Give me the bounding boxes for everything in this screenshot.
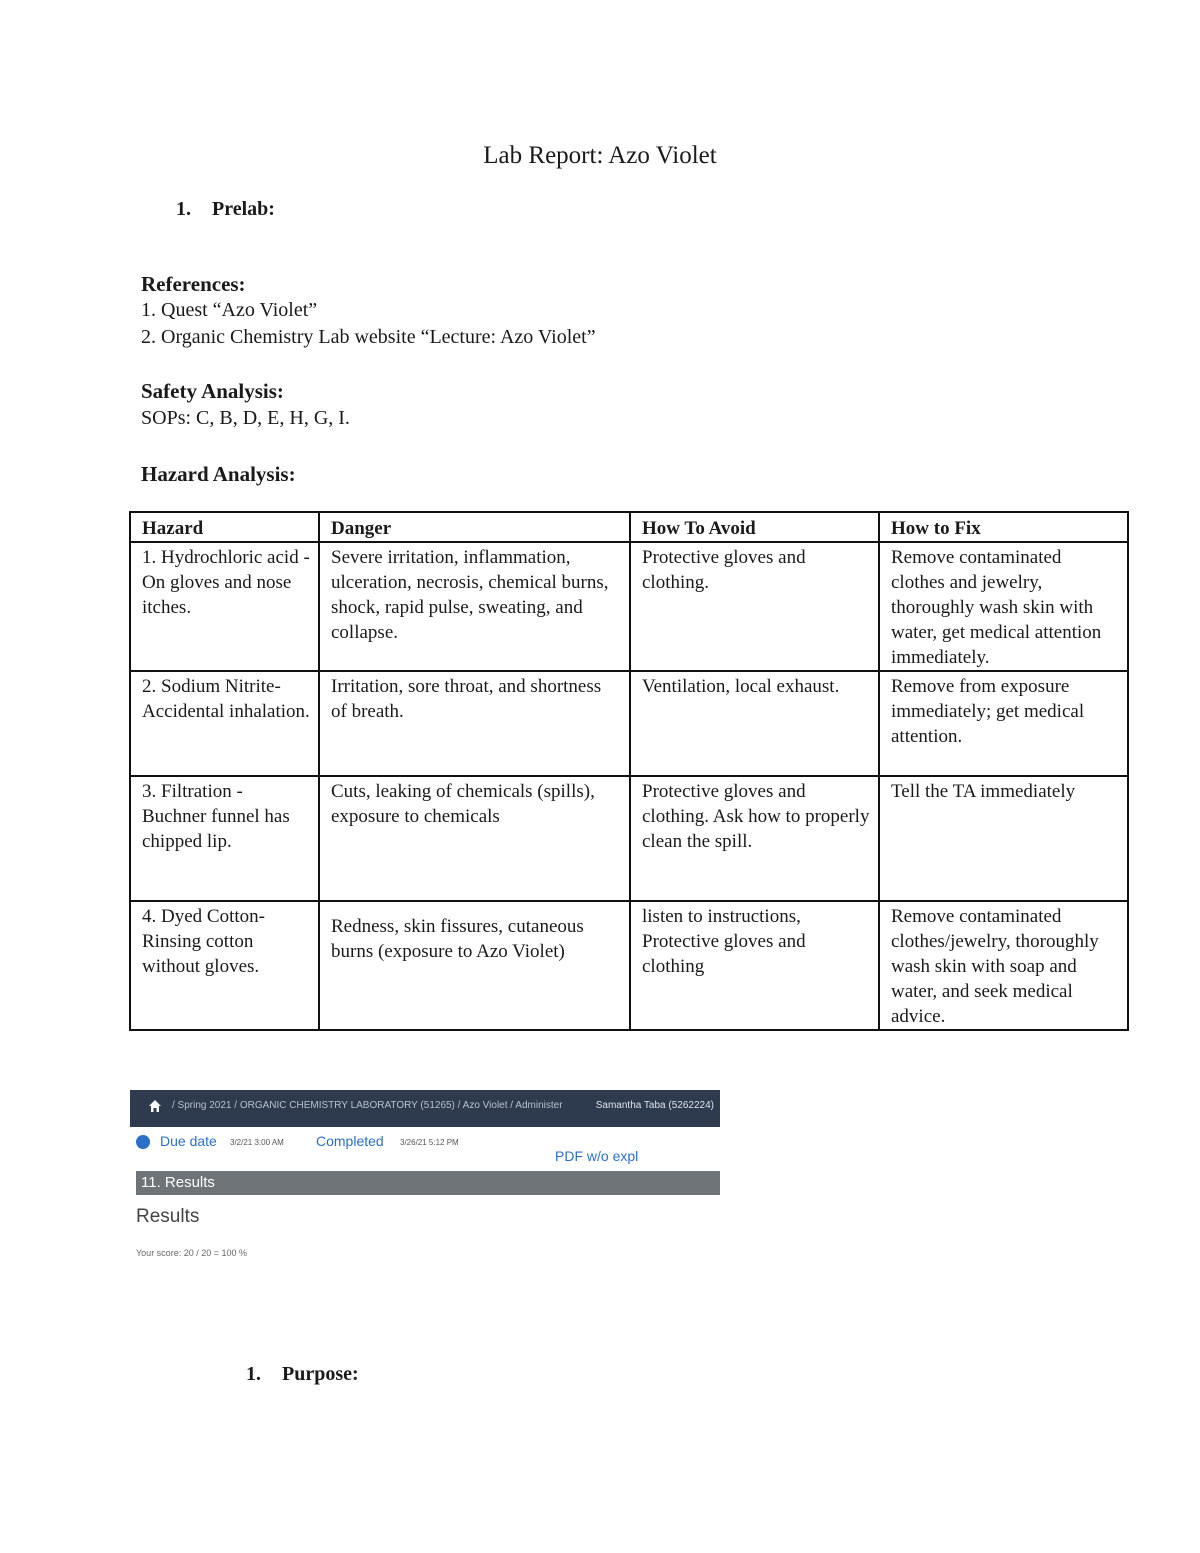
- table-cell: Ventilation, local exhaust.: [630, 671, 879, 776]
- hazard-analysis-heading: Hazard Analysis:: [141, 462, 296, 486]
- reference-item: 1. Quest “Azo Violet”: [141, 299, 318, 321]
- due-date-value: 3/2/21 3:00 AM: [230, 1138, 284, 1147]
- table-cell: 3. Filtration - Buchner funnel has chipped lip.: [130, 776, 319, 901]
- prelab-label: Prelab:: [212, 198, 275, 220]
- table-row: [130, 776, 1128, 901]
- purpose-label: Purpose:: [282, 1363, 359, 1385]
- table-cell: Redness, skin fissures, cutaneous burns (exposure to Azo Violet): [319, 901, 630, 1030]
- sops-line: SOPs: C, B, D, E, H, G, I.: [141, 407, 350, 429]
- table-cell: Remove contaminated clothes and jewelry, thoroughly wash skin with water, get medical attention immediately.: [879, 542, 1128, 671]
- table-cell: Cuts, leaking of chemicals (spills), exposure to chemicals: [319, 776, 630, 901]
- table-cell: 4. Dyed Cotton- Rinsing cotton without gloves.: [130, 901, 319, 1030]
- clock-icon: [136, 1135, 150, 1149]
- results-heading: Results: [136, 1206, 200, 1227]
- table-cell: listen to instructions, Protective gloves and clothing: [630, 901, 879, 1030]
- table-cell: Protective gloves and clothing. Ask how to properly clean the spill.: [630, 776, 879, 901]
- table-cell: Irritation, sore throat, and shortness of breath.: [319, 671, 630, 776]
- section-header: [136, 1171, 720, 1195]
- top-navigation-bar: [130, 1090, 720, 1127]
- purpose-heading: [246, 1363, 359, 1386]
- table-cell: Tell the TA immediately: [879, 776, 1128, 901]
- breadcrumb[interactable]: / Spring 2021 / ORGANIC CHEMISTRY LABORATORY (51265) / Azo Violet / Administer: [172, 1100, 563, 1111]
- home-icon[interactable]: [148, 1099, 162, 1113]
- table-cell: Severe irritation, inflammation, ulceration, necrosis, chemical burns, shock, rapid pulse, sweating, and collapse.: [319, 542, 630, 671]
- table-row: [130, 901, 1128, 1030]
- completed-value: 3/26/21 5:12 PM: [400, 1138, 459, 1147]
- table-cell: 2. Sodium Nitrite- Accidental inhalation.: [130, 671, 319, 776]
- table-row: [130, 671, 1128, 776]
- pdf-link[interactable]: PDF w/o expl: [555, 1148, 639, 1164]
- table-cell: Protective gloves and clothing.: [630, 542, 879, 671]
- due-date-label: Due date: [160, 1133, 217, 1149]
- references-heading: References:: [141, 272, 246, 296]
- hazard-table: [129, 511, 1129, 1031]
- column-header: Hazard: [130, 512, 319, 542]
- completed-label: Completed: [316, 1133, 384, 1149]
- score-text: Your score: 20 / 20 = 100 %: [136, 1248, 247, 1258]
- table-cell: 1. Hydrochloric acid - On gloves and nose itches.: [130, 542, 319, 671]
- table-header-row: [130, 512, 1128, 542]
- table-cell: Remove contaminated clothes/jewelry, thoroughly wash skin with soap and water, and seek medical advice.: [879, 901, 1128, 1030]
- section-title: 11. Results: [141, 1174, 215, 1191]
- reference-item: 2. Organic Chemistry Lab website “Lecture: Azo Violet”: [141, 326, 596, 348]
- prelab-heading: [176, 198, 275, 221]
- table-row: [130, 542, 1128, 671]
- table-cell: Remove from exposure immediately; get medical attention.: [879, 671, 1128, 776]
- user-name[interactable]: Samantha Taba (5262224): [595, 1100, 714, 1111]
- embedded-screenshot: [130, 1090, 720, 1265]
- column-header: Danger: [319, 512, 630, 542]
- purpose-number: 1.: [246, 1363, 261, 1385]
- column-header: How To Avoid: [630, 512, 879, 542]
- column-header: How to Fix: [879, 512, 1128, 542]
- document-title: Lab Report: Azo Violet: [483, 142, 717, 169]
- prelab-number: 1.: [176, 198, 191, 220]
- safety-analysis-heading: Safety Analysis:: [141, 379, 284, 403]
